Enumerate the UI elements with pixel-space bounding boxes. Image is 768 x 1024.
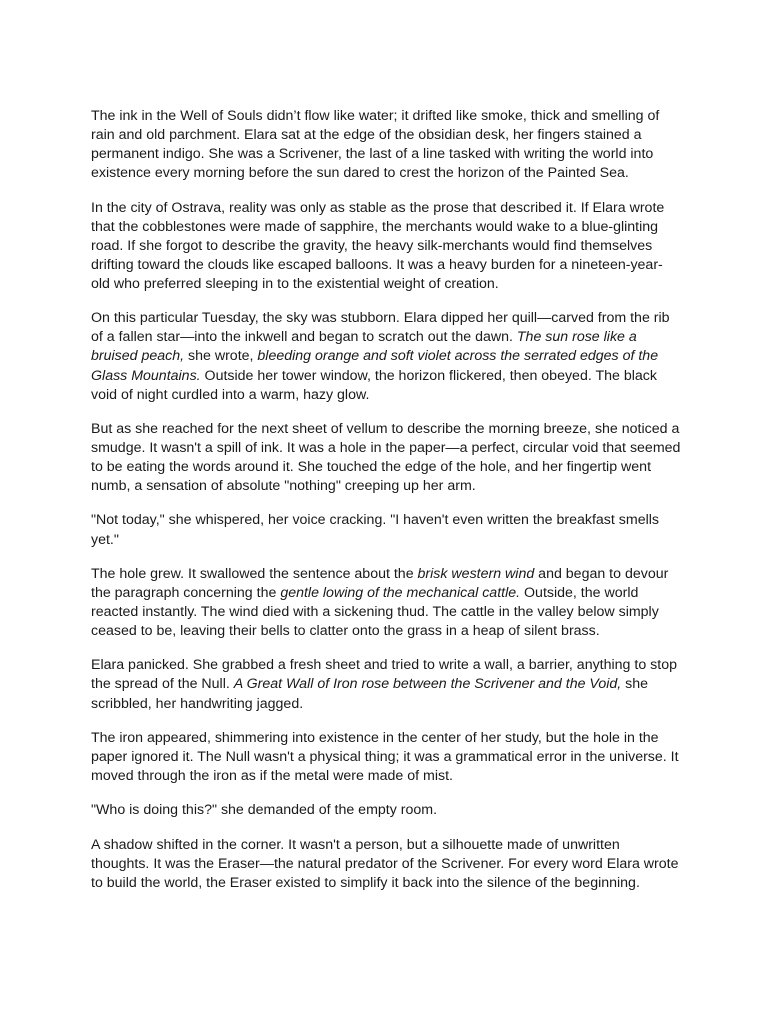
text-run: "Not today," she whispered, her voice cracking. "I haven't even written the breakfast smells yet." — [91, 512, 659, 548]
paragraph-9 — [91, 801, 681, 820]
text-run: "Who is doing this?" she demanded of the empty room. — [91, 802, 438, 819]
text-run: Outside her tower window, the horizon flickered, then obeyed. The black void of night curdled into a warm, hazy glow. — [91, 367, 657, 403]
italic-text-run: A Great Wall of Iron rose between the Scrivener and the Void, — [233, 676, 622, 693]
text-run: The hole grew. It swallowed the sentence about the — [91, 565, 418, 582]
text-run: But as she reached for the next sheet of vellum to describe the morning breeze, she noticed a smudge. It wasn't a spill of ink. It was a hole in the paper—a perfect, circular void that seemed to be eating the words around it. She touched the edge of the hole, and her fingertip went numb, a sensation of absolute "nothing" creeping up her arm. — [91, 420, 681, 495]
italic-text-run: brisk western wind — [417, 565, 535, 582]
text-run: Elara panicked. She grabbed a fresh sheet and tried to write a wall, a barrier, anything to stop the spread of the Null. — [91, 657, 677, 693]
text-run: The iron appeared, shimmering into existence in the center of her study, but the hole in the paper ignored it. The Null wasn't a physical thing; it was a grammatical error in the universe. It moved through the iron as if the metal were made of mist. — [91, 729, 679, 785]
document-body — [91, 107, 681, 908]
text-run: The ink in the Well of Souls didn’t flow like water; it drifted like smoke, thick and smelling of rain and old parchment. Elara sat at the edge of the obsidian desk, her fingers stained a permanent indigo. She was a Scrivener, the last of a line tasked with writing the world into existence every morning before the sun dared to crest the horizon of the Painted Sea. — [91, 108, 660, 182]
text-run: In the city of Ostrava, reality was only as stable as the prose that described it. If Elara wrote that the cobblestones were made of sapphire, the merchants would wake to a blue-glinting road. If she forgot to describe the gravity, the heavy silk-merchants would find themselves drifting toward the clouds like escaped balloons. It was a heavy burden for a nineteen-year-old who preferred sleeping in to the existential weight of creation. — [91, 199, 665, 292]
italic-text-run: The sun rose like a bruised peach, — [91, 329, 637, 365]
italic-text-run: gentle lowing of the mechanical cattle. — [280, 584, 521, 601]
paragraph-2 — [91, 199, 681, 294]
text-run: and began to devour the paragraph concerning the — [91, 565, 669, 601]
paragraph-7 — [91, 656, 681, 713]
paragraph-4 — [91, 420, 681, 496]
text-run: A shadow shifted in the corner. It wasn't a person, but a silhouette made of unwritten thoughts. It was the Eraser—the natural predator of the Scrivener. For every word Elara wrote to build the world, the Eraser existed to simplify it back into the silence of the beginning. — [91, 836, 679, 891]
paragraph-3 — [91, 309, 681, 404]
text-run: she scribbled, her handwriting jagged. — [91, 676, 649, 712]
paragraph-6 — [91, 565, 681, 641]
paragraph-8 — [91, 729, 681, 786]
paragraph-10 — [91, 836, 681, 893]
text-run: On this particular Tuesday, the sky was stubborn. Elara dipped her quill—carved from the rib of a fallen star—into the inkwell and began to scratch out the dawn. — [91, 310, 670, 346]
text-run: she wrote, — [184, 348, 258, 365]
paragraph-1 — [91, 107, 681, 183]
italic-text-run: bleeding orange and soft violet across the serrated edges of the Glass Mountains. — [91, 348, 659, 384]
text-run: Outside, the world reacted instantly. The wind died with a sickening thud. The cattle in the valley below simply ceased to be, leaving their bells to clatter onto the grass in a heap of silent brass. — [91, 584, 659, 640]
paragraph-5 — [91, 511, 681, 549]
